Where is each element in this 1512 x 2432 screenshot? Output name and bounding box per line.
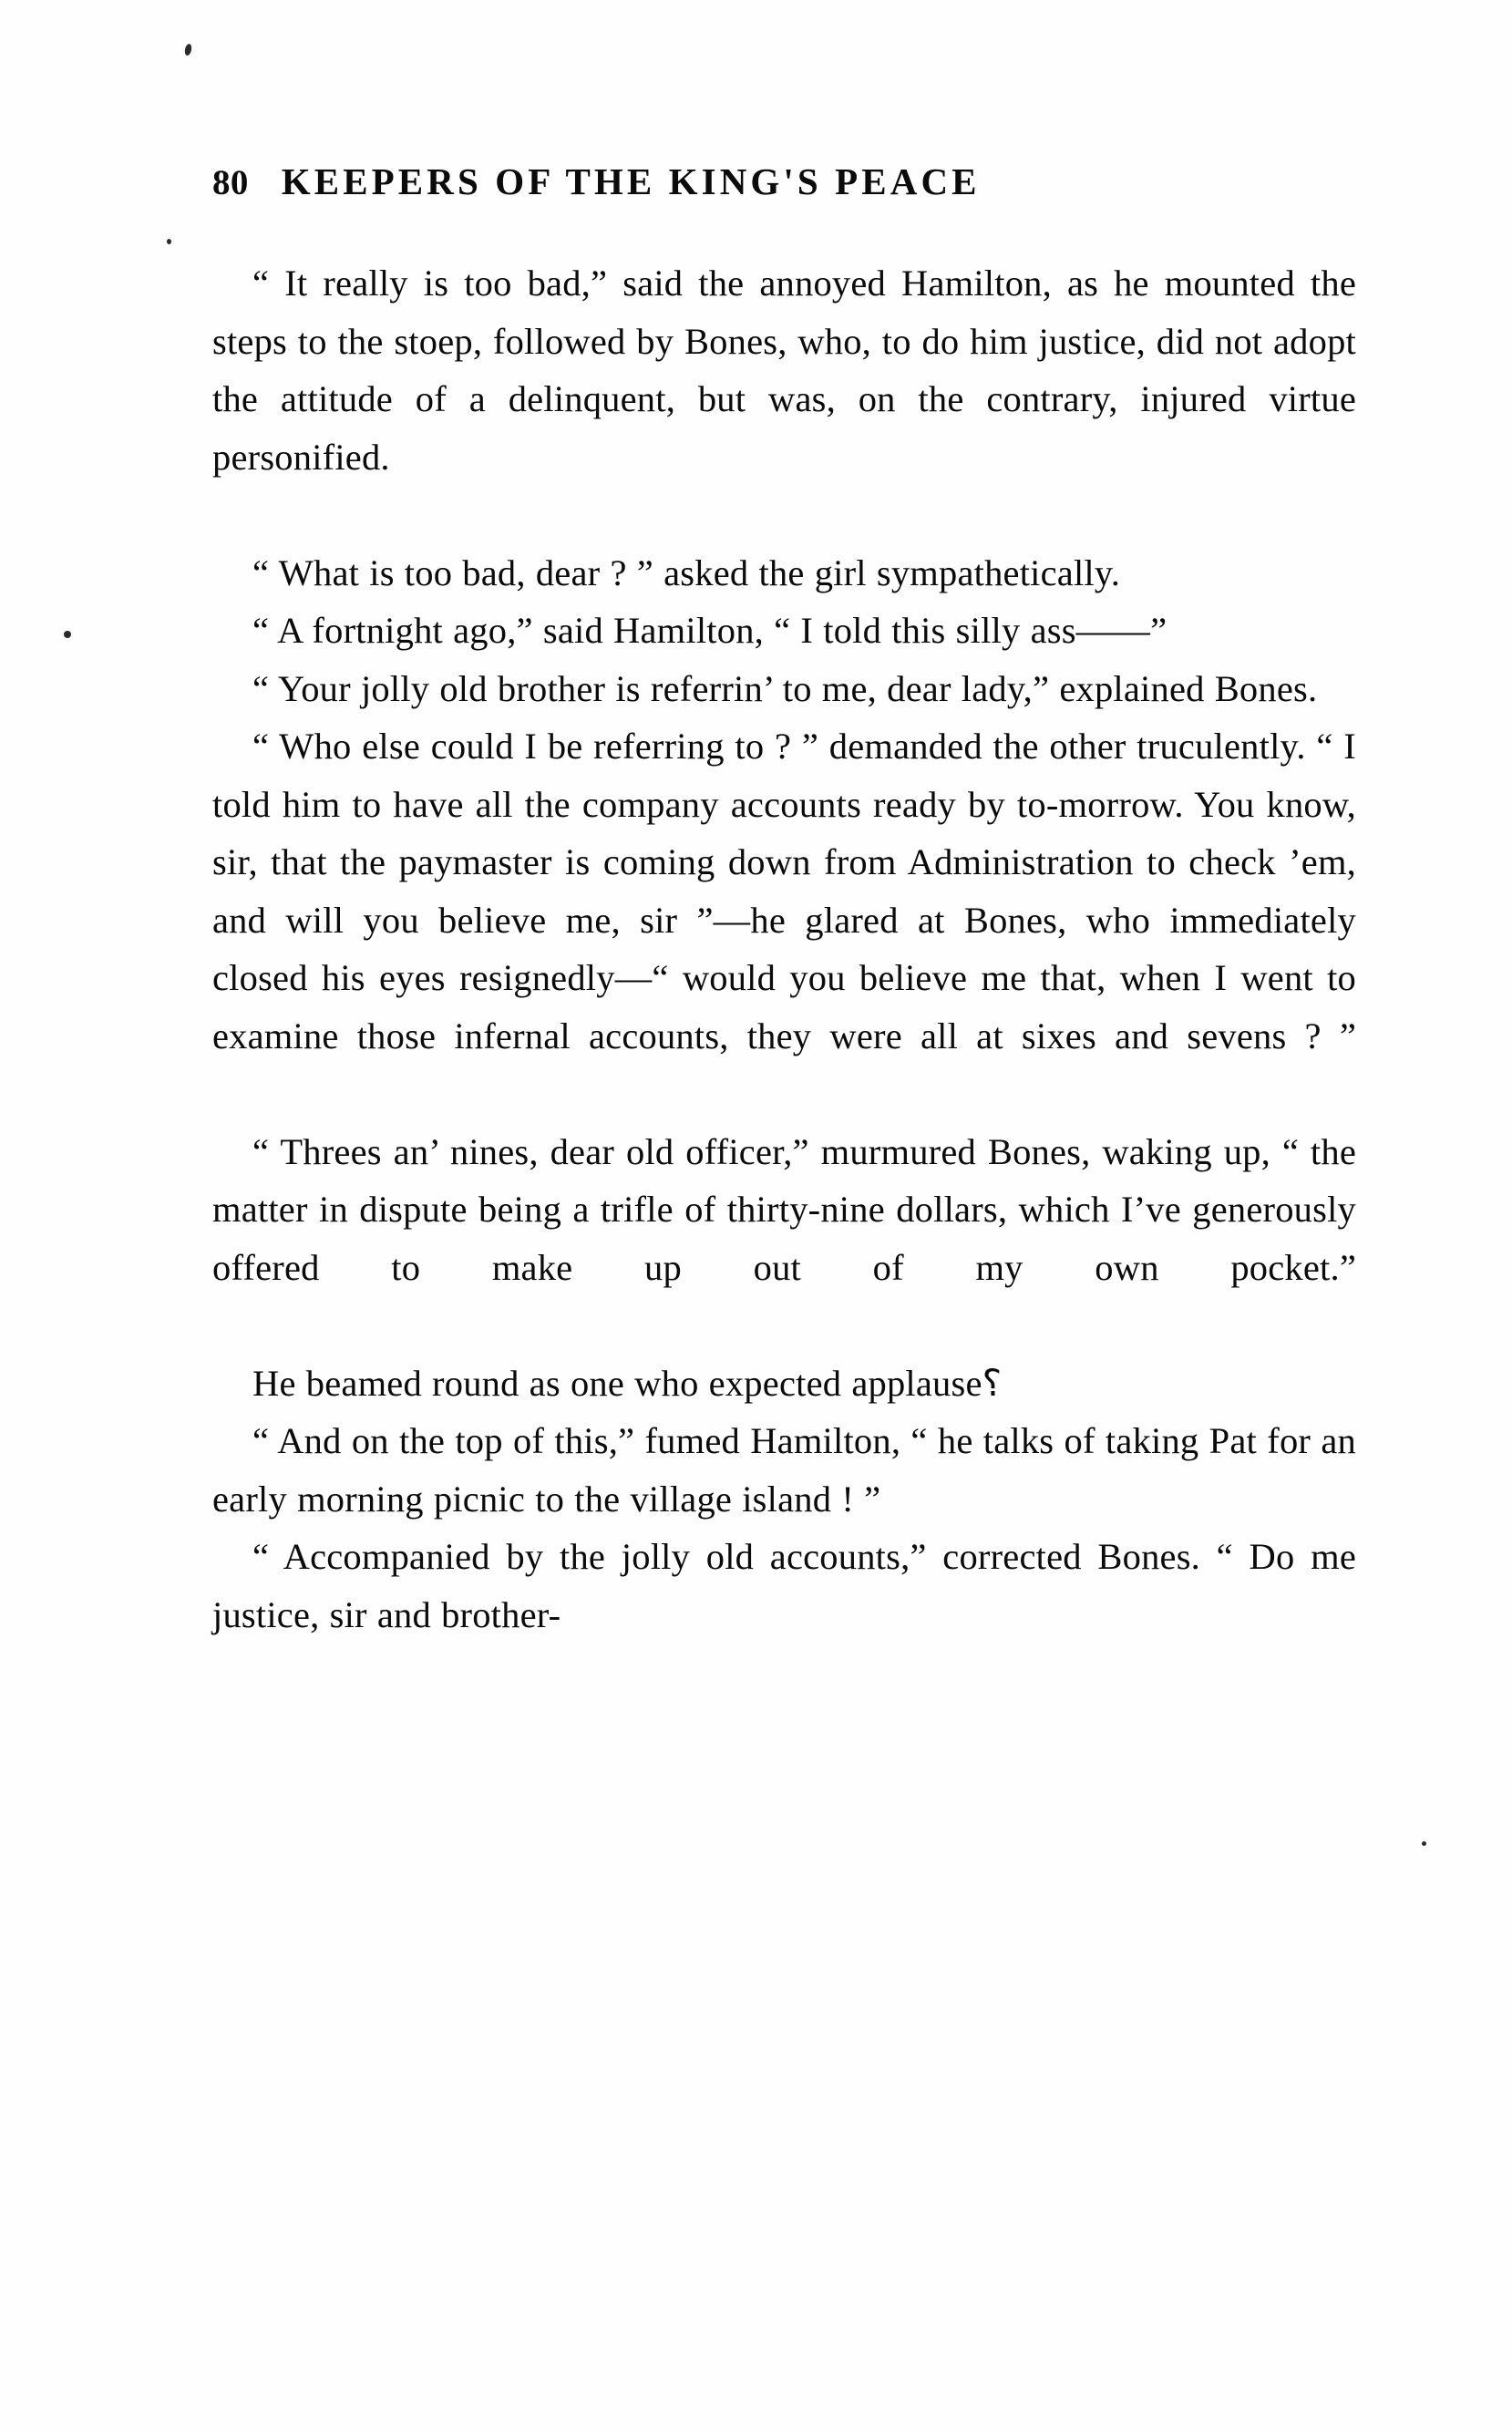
ink-speck bbox=[184, 43, 193, 56]
page-number: 80 bbox=[212, 163, 249, 202]
page-header bbox=[212, 160, 1356, 203]
body-paragraph: “ Your jolly old brother is referrin’ to me, dear lady,” explained Bones. bbox=[252, 667, 1318, 709]
body-paragraph: “ Accompanied by the jolly old accounts,” corrected Bones. “ Do me justice, sir and brother- bbox=[212, 1536, 1356, 1635]
body-paragraph: “ Who else could I be referring to ? ” demanded the other truculently. “ I told him to have all the company accounts ready by to-morrow. You know, sir, that the paymaster is coming down from Administration to check ’em, and will you believe me, sir ”—he glared at Bones, who immediately closed his eyes resignedly—“ would you believe me that, when I went to examine those infernal accounts, they were all at sixes and sevens ? ” bbox=[212, 726, 1356, 1056]
page-content bbox=[212, 160, 1356, 1644]
ink-speck bbox=[64, 631, 71, 638]
body-paragraph: “ A fortnight ago,” said Hamilton, “ I told this silly ass——” bbox=[252, 610, 1167, 651]
body-paragraph: “ What is too bad, dear ? ” asked the girl sympathetically. bbox=[252, 551, 1121, 593]
body-paragraph: “ And on the top of this,” fumed Hamilton, “ he talks of taking Pat for an early morning picnic to the village island ! ” bbox=[212, 1420, 1356, 1520]
body-paragraph: “ Threes an’ nines, dear old officer,” murmured Bones, waking up, “ the matter in dispute being a trifle of thirty-nine dollars, which I’ve generously offered to make up out of my own pocket.” bbox=[212, 1130, 1356, 1288]
running-head: KEEPERS OF THE KING'S PEACE bbox=[281, 160, 981, 202]
ink-speck bbox=[1422, 1841, 1426, 1846]
body-paragraph: He beamed round as one who expected applause⸮ bbox=[252, 1362, 1003, 1404]
body-paragraph: “ It really is too bad,” said the annoyed Hamilton, as he mounted the steps to the stoep, followed by Bones, who, to do him justice, did not adopt the attitude of a delinquent, but was, on the contrary, injured virtue personified. bbox=[212, 263, 1356, 478]
ink-speck bbox=[167, 239, 171, 244]
